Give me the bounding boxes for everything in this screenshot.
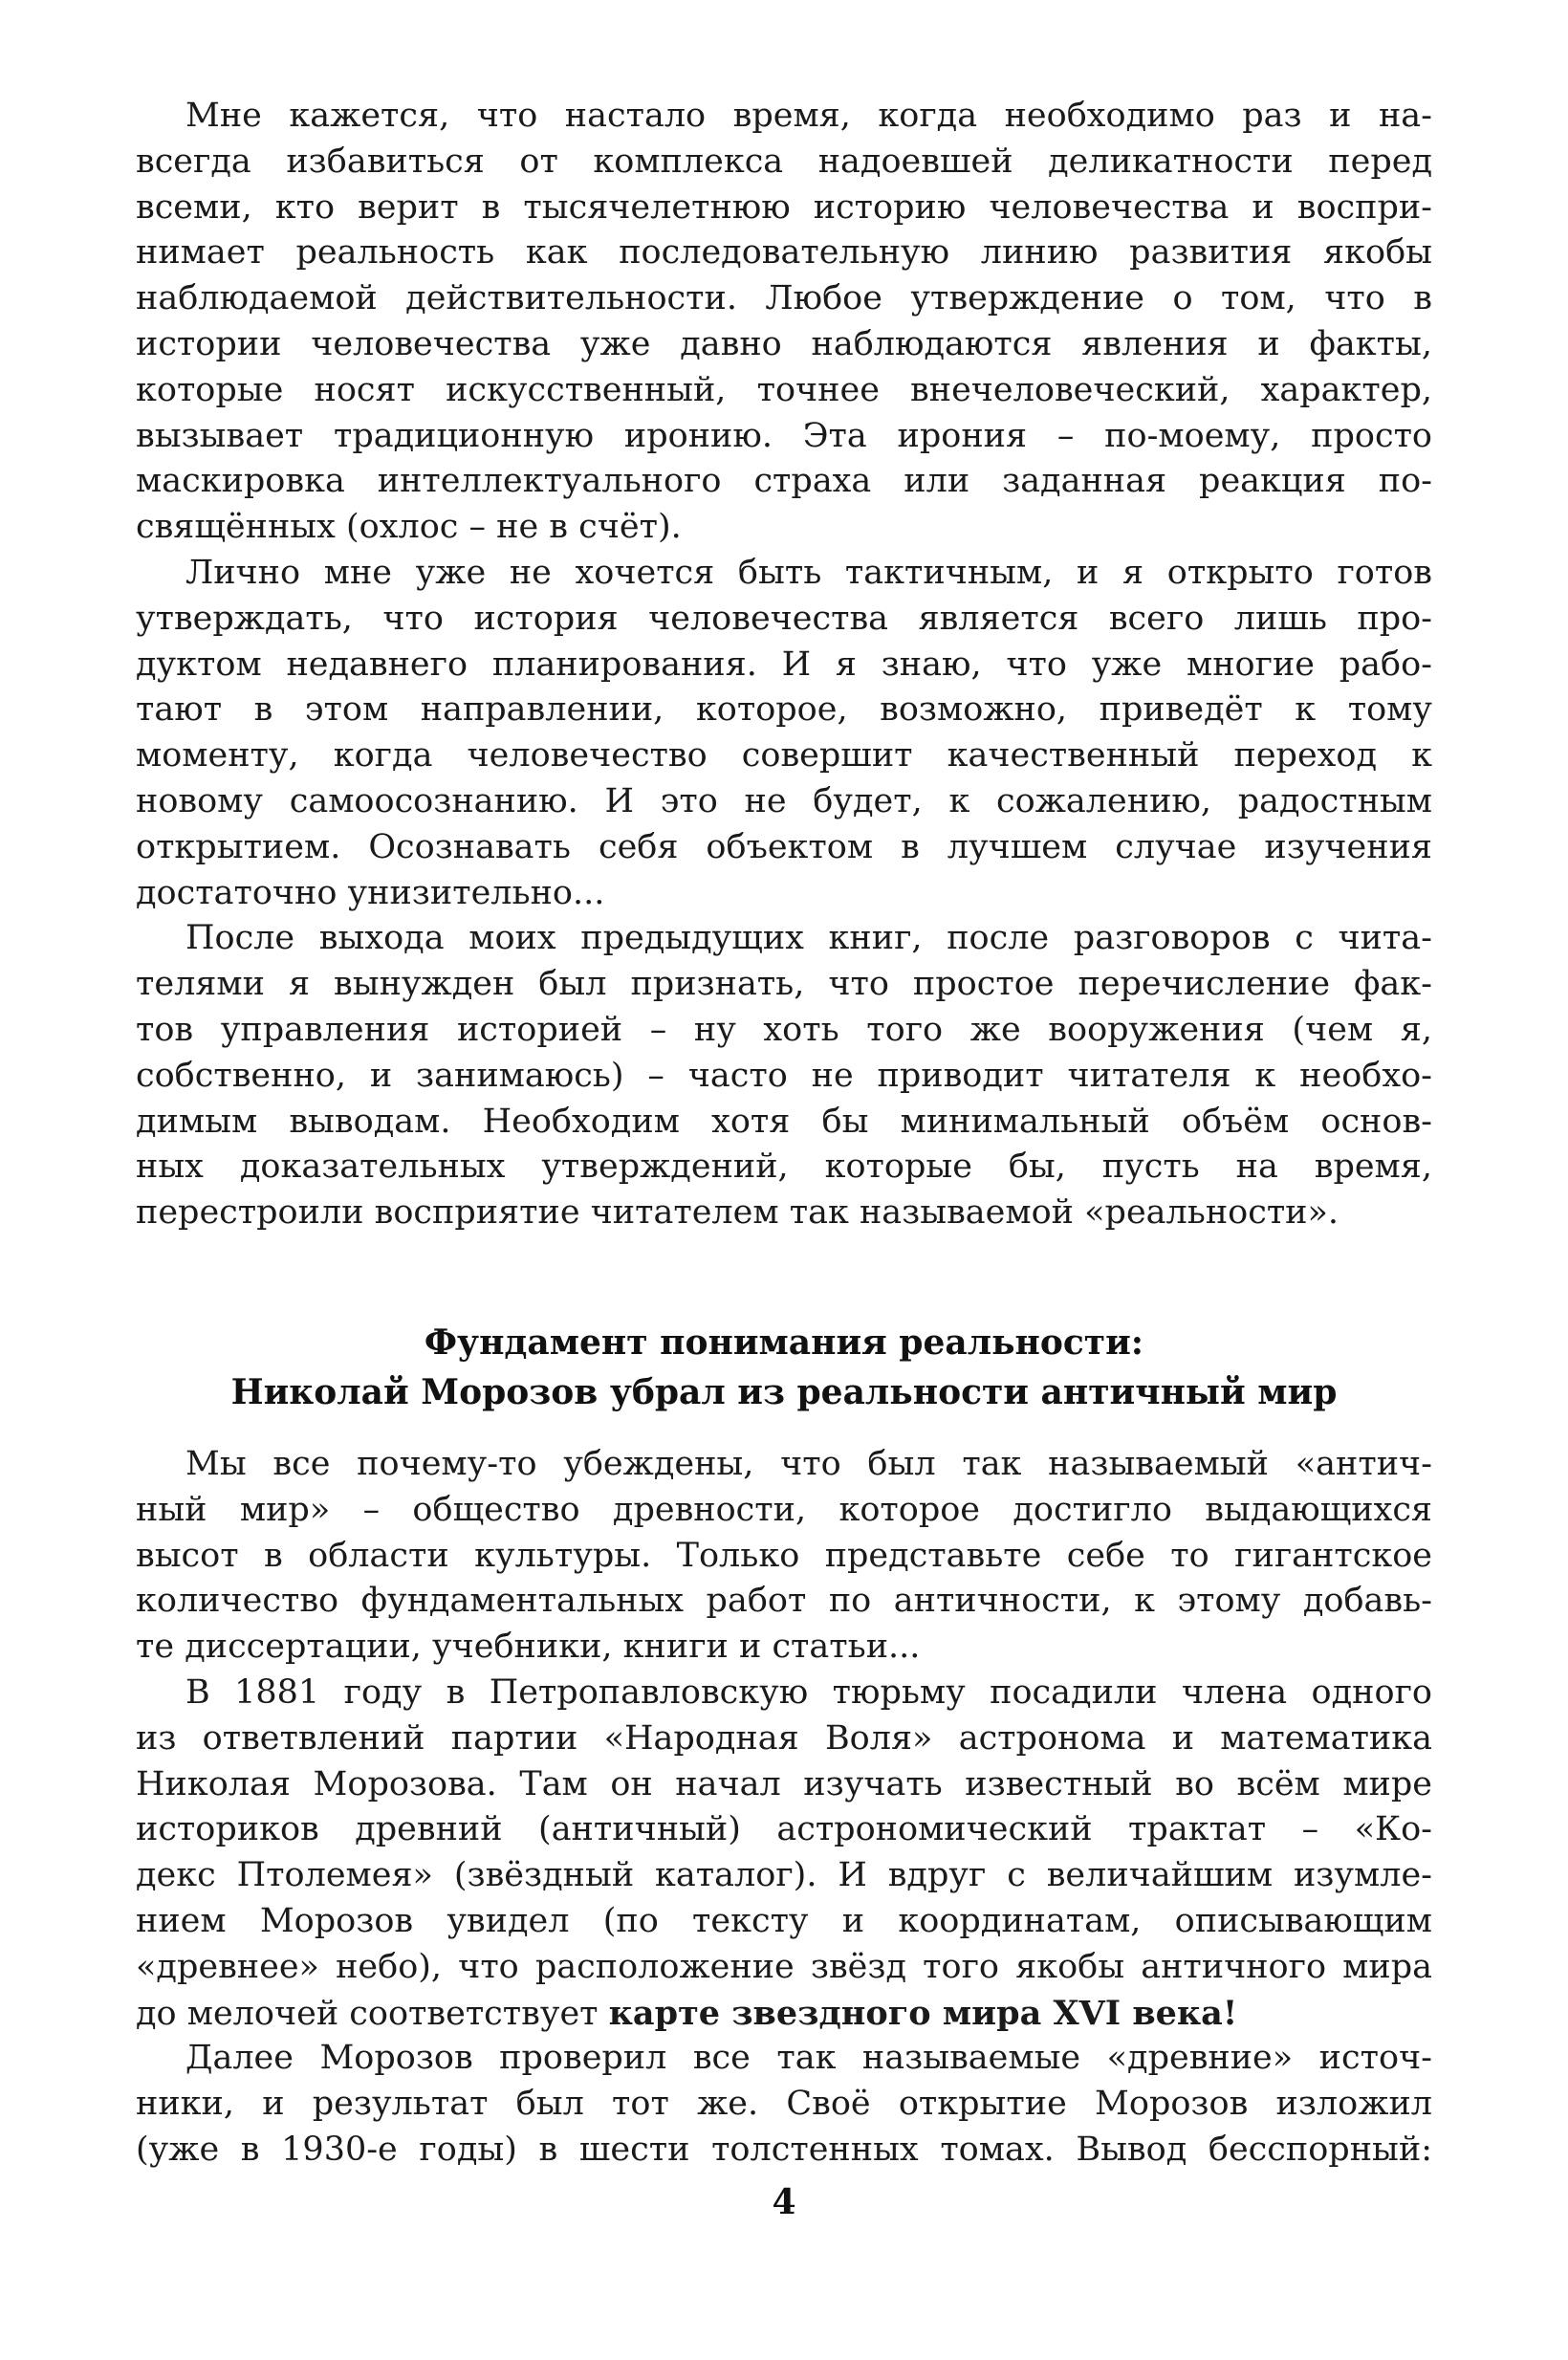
text-line: нием Морозов увидел (по тексту и координатам, описывающим [136,1901,1432,1940]
section-text [136,1442,1432,2174]
section-heading [136,1318,1432,1417]
text-line: историков древний (античный) астрономический трактат – «Ко- [136,1810,1432,1849]
text-line: открытием. Осознавать себя объектом в лучшем случае изучения [136,827,1432,866]
paragraph-4 [136,1442,1432,1671]
text-line: Мне кажется, что настало время, когда необходимо раз и на- [185,97,1432,135]
text-line: всеми, кто верит в тысячелетнюю историю человечества и воспри- [136,187,1432,227]
intro-text [136,94,1432,1236]
text-line: тов управления историей – ну хоть того же вооружения (чем я, [136,1010,1432,1049]
text-line: телями я вынужден был признать, что простое перечисление фак- [136,965,1432,1004]
text-line: димым выводам. Необходим хотя бы минимальный объём основ- [136,1102,1432,1141]
text-line: дуктом недавнего планирования. И я знаю, что уже многие рабо- [136,645,1432,684]
paragraph-1 [136,94,1432,551]
text-line: Далее Морозов проверил все так называемые «древние» источ- [185,2039,1432,2078]
paragraph-3 [136,916,1432,1236]
text-line: истории человечества уже давно наблюдаются явления и факты, [136,324,1432,363]
section-heading-line-2: Николай Морозов убрал из реальности античный мир [230,1372,1338,1412]
paragraph-6 [136,2036,1432,2173]
text-line: моменту, когда человечество совершит качественный переход к [136,736,1432,776]
text-line: из ответвлений партии «Народная Воля» астронома и математика [136,1718,1432,1758]
text-line: Лично мне уже не хочется быть тактичным, и я открыто готов [185,553,1432,592]
text-line: ных доказательных утверждений, которые бы, пусть на время, [136,1147,1432,1187]
text-line: Николая Морозова. Там он начал изучать известный во всём мире [136,1764,1432,1803]
text-line: наблюдаемой действительности. Любое утверждение о том, что в [136,279,1432,318]
text-line: Мы все почему-то убеждены, что был так называемый «антич- [185,1445,1432,1483]
text-line: количество фундаментальных работ по античности, к этому добавь- [136,1582,1432,1621]
emphasized-text: карте звездного мира XVI века! [608,1993,1238,2033]
page-number: 4 [772,2182,796,2222]
text-line: свящённых (охлос – не в счёт). [136,508,682,547]
text-line: собственно, и занимаюсь) – часто не приводит читателя к необхо- [136,1056,1432,1095]
text-line: всегда избавиться от комплекса надоевшей деликатности перед [136,142,1432,181]
text-line: После выхода моих предыдущих книг, после разговоров с чита- [185,919,1432,958]
paragraph-2 [136,551,1432,916]
text-line: В 1881 году в Петропавловскую тюрьму посадили члена одного [185,1672,1432,1712]
text-line: декс Птолемея» (звёздный каталог). И вдруг с величайшим изумле- [136,1856,1432,1895]
text-line: высот в области культуры. Только представьте себе то гигантское [136,1536,1432,1575]
text-line: новому самоосознанию. И это не будет, к сожалению, радостным [136,781,1432,820]
text-line: нимает реальность как последовательную линию развития якобы [136,233,1432,273]
section-heading-line-1: Фундамент понимания реальности: [424,1322,1144,1363]
text-line: (уже в 1930-е годы) в шести толстенных томах. Вывод бесспорный: [136,2130,1432,2169]
text-span: до мелочей соответствует [136,1994,609,2033]
text-line: маскировка интеллектуального страха или заданная реакция по- [136,462,1432,501]
text-line: те диссертации, учебники, книги и статьи... [136,1628,921,1667]
text-line: ники, и результат был тот же. Своё открытие Морозов изложил [136,2085,1432,2124]
text-line: которые носят искусственный, точнее внечеловеческий, характер, [136,370,1432,409]
paragraph-5 [136,1671,1432,2036]
text-line: перестроили восприятие читателем так называемой «реальности». [136,1193,1339,1233]
text-line [136,1991,1432,2037]
text-line: тают в этом направлении, которое, возможно, приведёт к тому [136,690,1432,730]
text-line: вызывает традиционную иронию. Эта ирония – по-моему, просто [136,416,1432,455]
text-line: ный мир» – общество древности, которое достигло выдающихся [136,1490,1432,1529]
text-line: «древнее» небо), что расположение звёзд того якобы античного мира [136,1947,1432,1986]
text-line: утверждать, что история человечества является всего лишь про- [136,599,1432,638]
text-line: достаточно унизительно... [136,873,605,912]
